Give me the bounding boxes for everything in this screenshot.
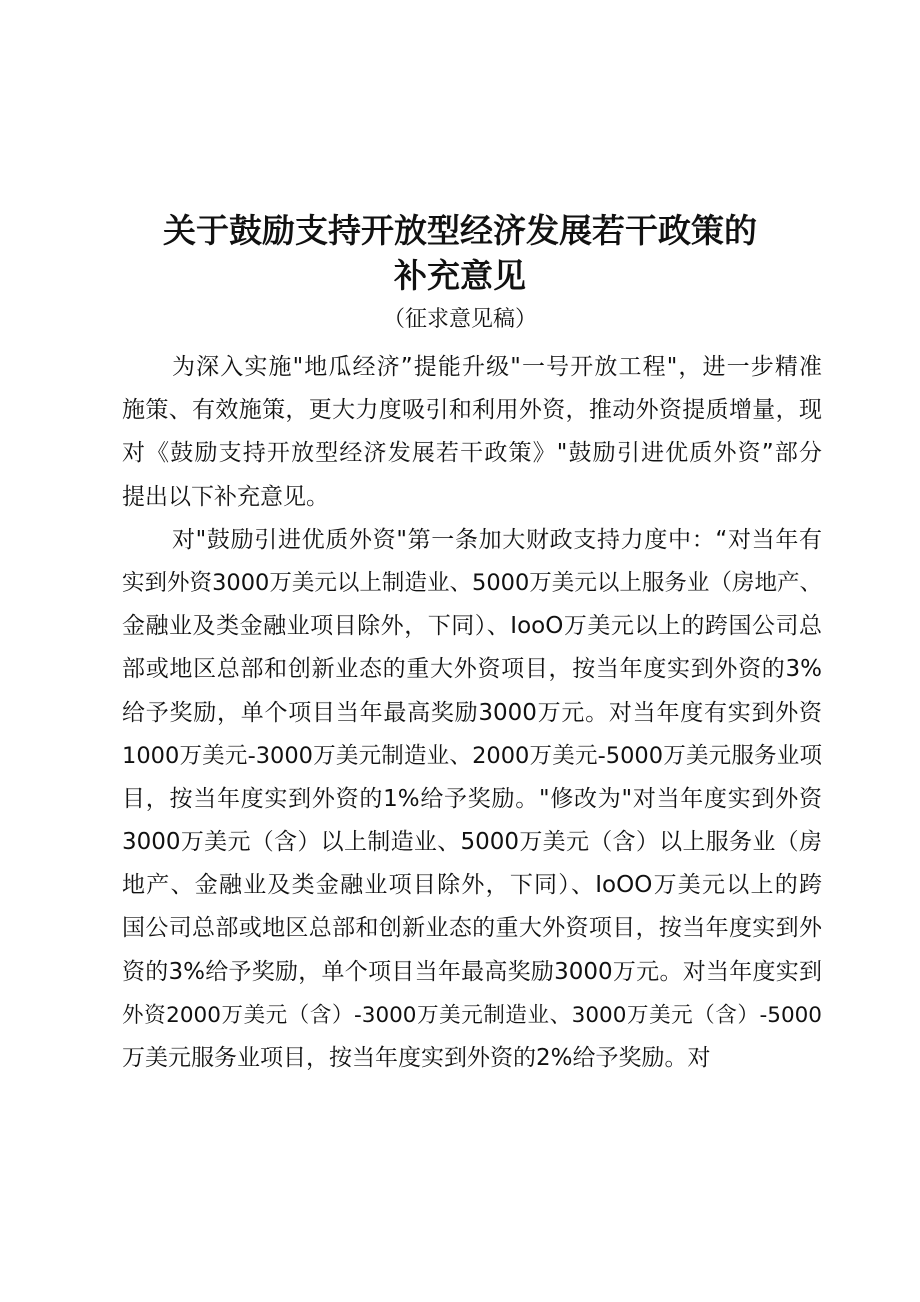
body-line: 施策、有效施策，更大力度吸引和利用外资，推动外资提质增量，现: [122, 397, 822, 424]
body-line: 外资2000万美元（含）-3000万美元制造业、3000万美元（含）-5000: [122, 1002, 822, 1028]
document-title-line2: 补充意见: [394, 256, 526, 295]
body-line: 万美元服务业项目，按当年度实到外资的2%给予奖励。对: [122, 1045, 711, 1071]
body-line: 给予奖励，单个项目当年最高奖励3000万元。对当年度有实到外资: [122, 699, 822, 726]
body-line: 为深入实施"地瓜经济”提能升级"一号开放工程"，进一步精准: [172, 354, 822, 380]
body-line: 对《鼓励支持开放型经济发展若干政策》"鼓励引进优质外资”部分: [122, 440, 822, 467]
body-line: 目，按当年度实到外资的1%给予奖励。"修改为"对当年度实到外资: [122, 785, 822, 812]
body-line: 国公司总部或地区总部和创新业态的重大外资项目，按当年度实到外: [122, 915, 822, 942]
body-line: 部或地区总部和创新业态的重大外资项目，按当年度实到外资的3%: [122, 656, 822, 683]
document-body: [122, 346, 822, 1080]
body-line: 地产、金融业及类金融业项目除外，下同）、IoOO万美元以上的跨: [122, 872, 822, 899]
body-line: 3000万美元（含）以上制造业、5000万美元（含）以上服务业（房: [122, 829, 822, 856]
body-line: 对"鼓励引进优质外资"第一条加大财政支持力度中：“对当年有: [172, 526, 822, 553]
document-subtitle: （征求意见稿）: [382, 307, 537, 332]
document-title-line1: 关于鼓励支持开放型经济发展若干政策的: [163, 211, 757, 250]
body-line: 1000万美元-3000万美元制造业、2000万美元-5000万美元服务业项: [122, 742, 822, 769]
body-line: 金融业及类金融业项目除外，下同）、IooO万美元以上的跨国公司总: [122, 613, 822, 640]
body-line: 提出以下补充意见。: [122, 483, 329, 510]
body-line: 资的3%给予奖励，单个项目当年最高奖励3000万元。对当年度实到: [122, 958, 822, 985]
body-line: 实到外资3000万美元以上制造业、5000万美元以上服务业（房地产、: [122, 569, 822, 596]
